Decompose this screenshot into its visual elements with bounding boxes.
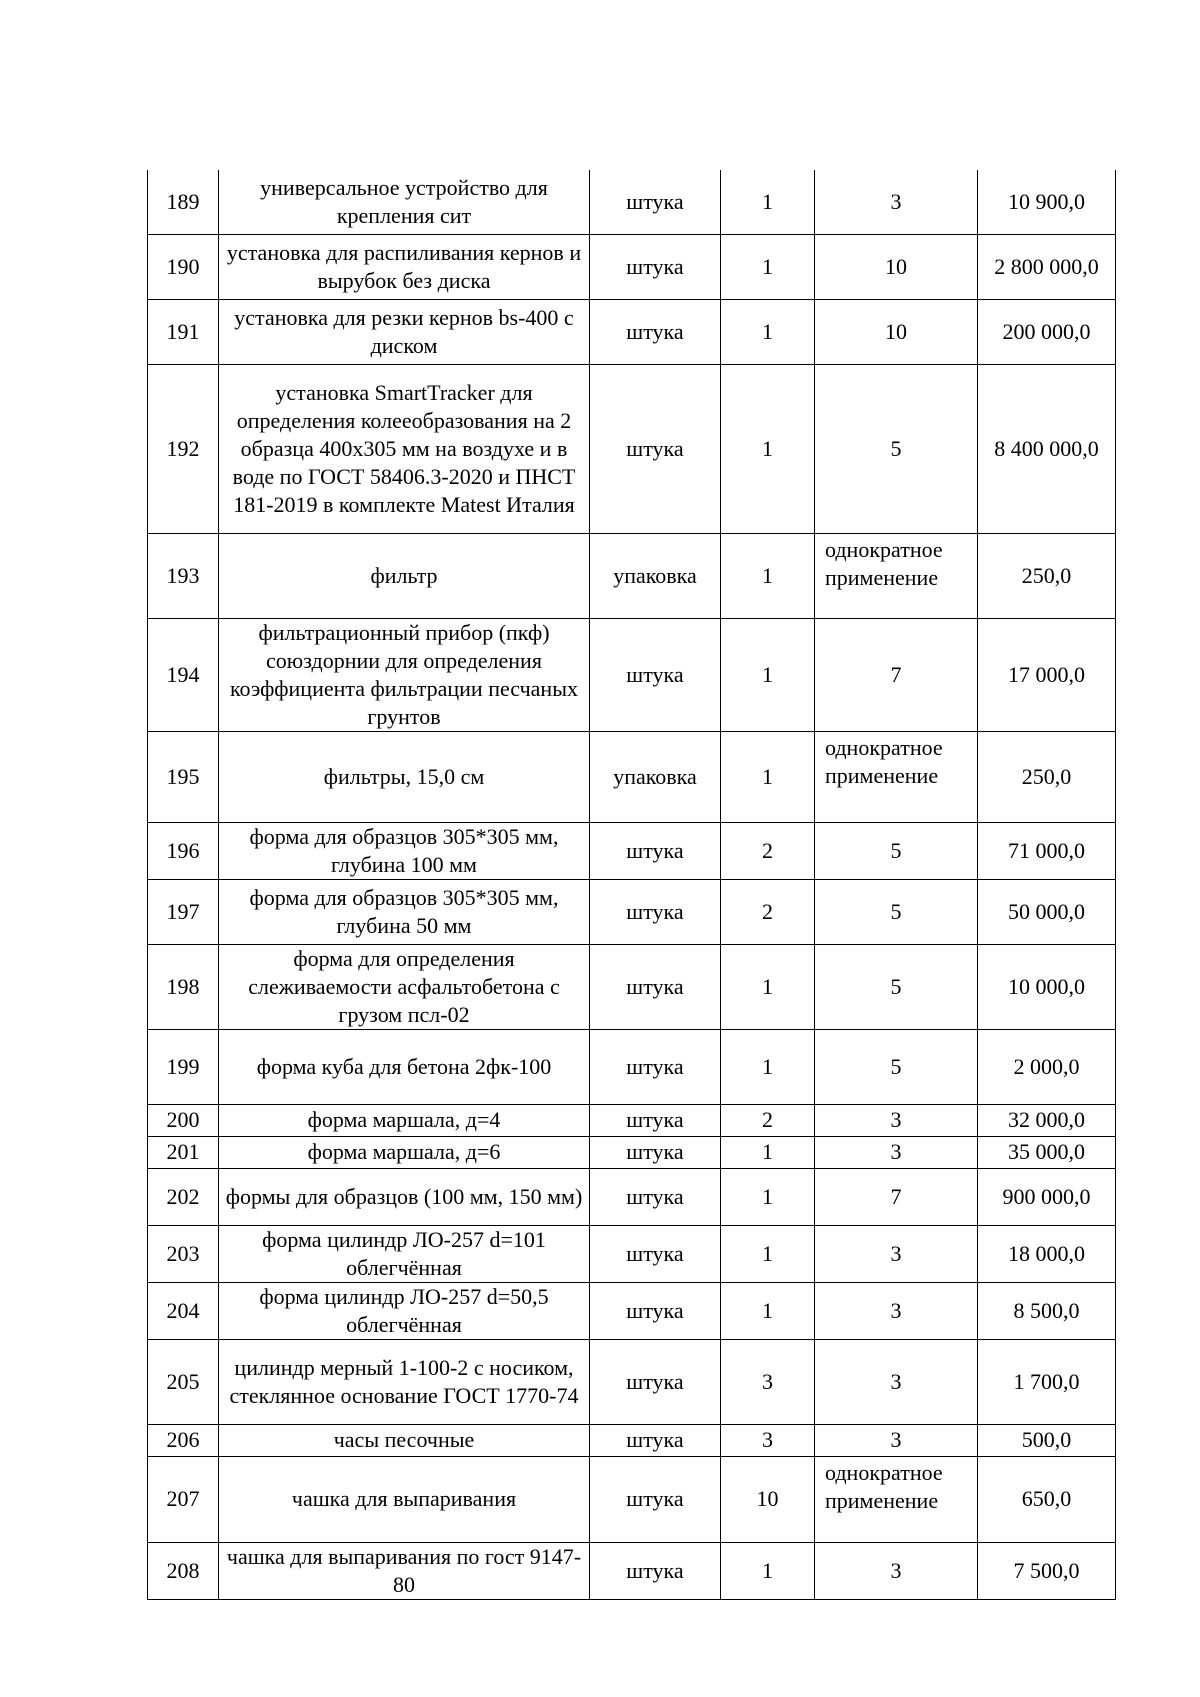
item-service-life: 5 [815, 364, 978, 533]
item-unit: штука [590, 234, 721, 299]
item-unit: штука [590, 299, 721, 364]
item-unit: штука [590, 1339, 721, 1424]
item-name: форма маршала, д=4 [219, 1104, 590, 1136]
item-price: 17 000,0 [978, 618, 1116, 731]
item-unit: упаковка [590, 731, 721, 822]
item-quantity: 1 [721, 944, 815, 1029]
item-name: форма цилиндр ЛО-257 d=101 облегчённая [219, 1225, 590, 1282]
item-unit: штука [590, 170, 721, 234]
item-name: форма для образцов 305*305 мм, глубина 100 мм [219, 822, 590, 879]
table-row [148, 1424, 1116, 1456]
table-row [148, 1136, 1116, 1168]
table-row [148, 731, 1116, 822]
table-row [148, 1282, 1116, 1339]
table-row [148, 944, 1116, 1029]
table-row [148, 299, 1116, 364]
item-name: часы песочные [219, 1424, 590, 1456]
table-row [148, 533, 1116, 618]
item-name: фильтрационный прибор (пкф) союздорнии для определения коэффициента фильтрации песчаных грунтов [219, 618, 590, 731]
item-quantity: 3 [721, 1339, 815, 1424]
item-unit: штука [590, 1168, 721, 1225]
item-service-life: 5 [815, 879, 978, 944]
item-price: 71 000,0 [978, 822, 1116, 879]
item-price: 10 900,0 [978, 170, 1116, 234]
item-service-life: 5 [815, 944, 978, 1029]
table-row [148, 364, 1116, 533]
table-row [148, 822, 1116, 879]
item-service-life: 7 [815, 618, 978, 731]
table-row [148, 1542, 1116, 1599]
row-number: 203 [148, 1225, 219, 1282]
item-price: 500,0 [978, 1424, 1116, 1456]
item-unit: штука [590, 1136, 721, 1168]
item-service-life: 10 [815, 234, 978, 299]
row-number: 197 [148, 879, 219, 944]
item-price: 50 000,0 [978, 879, 1116, 944]
row-number: 198 [148, 944, 219, 1029]
item-service-life: 3 [815, 1542, 978, 1599]
table-row [148, 1029, 1116, 1104]
row-number: 205 [148, 1339, 219, 1424]
item-service-life: 5 [815, 1029, 978, 1104]
item-service-life: 3 [815, 170, 978, 234]
table-row [148, 1168, 1116, 1225]
table-row [148, 1339, 1116, 1424]
item-unit: штука [590, 1282, 721, 1339]
item-quantity: 3 [721, 1424, 815, 1456]
item-price: 8 400 000,0 [978, 364, 1116, 533]
row-number: 193 [148, 533, 219, 618]
item-quantity: 1 [721, 364, 815, 533]
equipment-table [147, 170, 1116, 1600]
item-name: формы для образцов (100 мм, 150 мм) [219, 1168, 590, 1225]
item-price: 250,0 [978, 533, 1116, 618]
item-quantity: 1 [721, 731, 815, 822]
item-service-life: 3 [815, 1282, 978, 1339]
table-row [148, 234, 1116, 299]
item-unit: штука [590, 364, 721, 533]
item-price: 200 000,0 [978, 299, 1116, 364]
item-quantity: 1 [721, 234, 815, 299]
item-unit: штука [590, 1225, 721, 1282]
item-price: 650,0 [978, 1456, 1116, 1542]
row-number: 200 [148, 1104, 219, 1136]
item-quantity: 1 [721, 1136, 815, 1168]
item-name: установка для распиливания кернов и вырубок без диска [219, 234, 590, 299]
item-name: форма для определения слеживаемости асфальтобетона с грузом псл-02 [219, 944, 590, 1029]
equipment-table-body [148, 170, 1116, 1599]
item-quantity: 2 [721, 1104, 815, 1136]
row-number: 196 [148, 822, 219, 879]
item-unit: штука [590, 822, 721, 879]
item-name: установка для резки кернов bs-400 с диском [219, 299, 590, 364]
row-number: 202 [148, 1168, 219, 1225]
item-quantity: 1 [721, 299, 815, 364]
item-price: 250,0 [978, 731, 1116, 822]
item-unit: штука [590, 1456, 721, 1542]
item-price: 8 500,0 [978, 1282, 1116, 1339]
item-service-life: 3 [815, 1104, 978, 1136]
item-quantity: 1 [721, 1225, 815, 1282]
item-service-life: 5 [815, 822, 978, 879]
item-name: чашка для выпаривания по гост 9147-80 [219, 1542, 590, 1599]
item-unit: штука [590, 618, 721, 731]
row-number: 189 [148, 170, 219, 234]
item-price: 900 000,0 [978, 1168, 1116, 1225]
item-name: форма куба для бетона 2фк-100 [219, 1029, 590, 1104]
table-row [148, 1225, 1116, 1282]
item-quantity: 1 [721, 1542, 815, 1599]
row-number: 195 [148, 731, 219, 822]
table-row [148, 1104, 1116, 1136]
item-price: 2 800 000,0 [978, 234, 1116, 299]
item-quantity: 1 [721, 1168, 815, 1225]
row-number: 194 [148, 618, 219, 731]
item-price: 2 000,0 [978, 1029, 1116, 1104]
item-unit: штука [590, 1424, 721, 1456]
row-number: 199 [148, 1029, 219, 1104]
item-unit: штука [590, 1542, 721, 1599]
item-service-life: 10 [815, 299, 978, 364]
item-service-life: 7 [815, 1168, 978, 1225]
item-quantity: 1 [721, 170, 815, 234]
item-quantity: 1 [721, 618, 815, 731]
item-service-life: однократное применение [815, 731, 978, 822]
item-price: 32 000,0 [978, 1104, 1116, 1136]
item-name: форма цилиндр ЛО-257 d=50,5 облегчённая [219, 1282, 590, 1339]
item-name: фильтры, 15,0 см [219, 731, 590, 822]
item-service-life: однократное применение [815, 1456, 978, 1542]
item-name: чашка для выпаривания [219, 1456, 590, 1542]
item-name: установка SmartTracker для определения колееобразования на 2 образца 400х305 мм на воздухе и в воде по ГОСТ 58406.3-2020 и ПНСТ 181-2019 в комплекте Matest Италия [219, 364, 590, 533]
item-quantity: 2 [721, 822, 815, 879]
item-unit: штука [590, 944, 721, 1029]
item-name: форма маршала, д=6 [219, 1136, 590, 1168]
item-unit: штука [590, 879, 721, 944]
item-unit: упаковка [590, 533, 721, 618]
item-quantity: 1 [721, 1029, 815, 1104]
row-number: 207 [148, 1456, 219, 1542]
row-number: 201 [148, 1136, 219, 1168]
table-row [148, 879, 1116, 944]
item-service-life: однократное применение [815, 533, 978, 618]
item-name: универсальное устройство для крепления сит [219, 170, 590, 234]
item-quantity: 2 [721, 879, 815, 944]
item-quantity: 1 [721, 533, 815, 618]
item-name: цилиндр мерный 1-100-2 с носиком, стеклянное основание ГОСТ 1770-74 [219, 1339, 590, 1424]
table-row [148, 170, 1116, 234]
item-service-life: 3 [815, 1424, 978, 1456]
row-number: 206 [148, 1424, 219, 1456]
item-price: 18 000,0 [978, 1225, 1116, 1282]
item-unit: штука [590, 1104, 721, 1136]
row-number: 204 [148, 1282, 219, 1339]
item-price: 7 500,0 [978, 1542, 1116, 1599]
table-row [148, 1456, 1116, 1542]
table-row [148, 618, 1116, 731]
item-price: 10 000,0 [978, 944, 1116, 1029]
row-number: 208 [148, 1542, 219, 1599]
item-quantity: 1 [721, 1282, 815, 1339]
item-name: форма для образцов 305*305 мм, глубина 50 мм [219, 879, 590, 944]
item-price: 35 000,0 [978, 1136, 1116, 1168]
item-service-life: 3 [815, 1136, 978, 1168]
row-number: 191 [148, 299, 219, 364]
item-unit: штука [590, 1029, 721, 1104]
row-number: 192 [148, 364, 219, 533]
row-number: 190 [148, 234, 219, 299]
item-service-life: 3 [815, 1339, 978, 1424]
item-quantity: 10 [721, 1456, 815, 1542]
item-name: фильтр [219, 533, 590, 618]
item-service-life: 3 [815, 1225, 978, 1282]
item-price: 1 700,0 [978, 1339, 1116, 1424]
